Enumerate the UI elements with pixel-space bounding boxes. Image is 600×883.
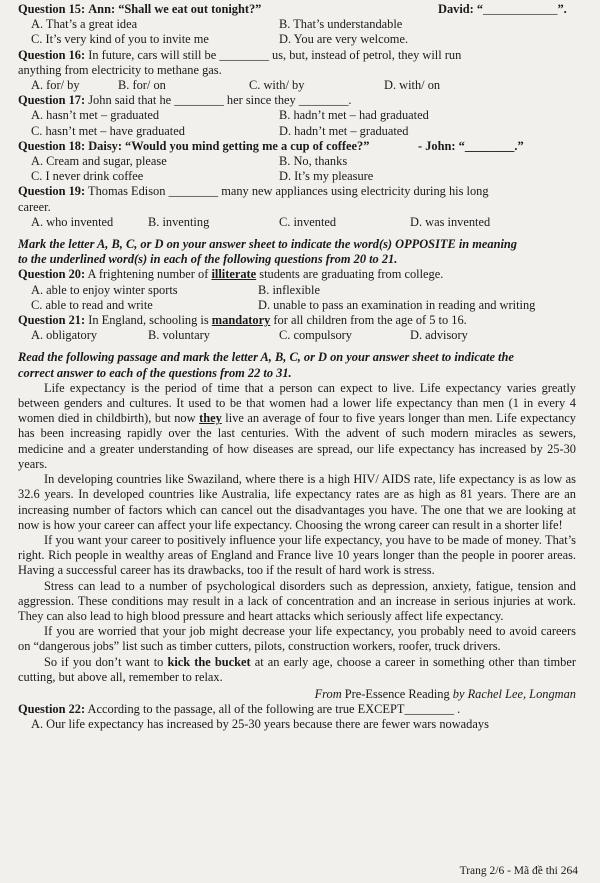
question-17 bbox=[18, 93, 576, 139]
option-b[interactable]: B. voluntary bbox=[148, 328, 210, 343]
exam-sheet bbox=[18, 2, 576, 733]
options-row bbox=[18, 215, 576, 230]
option-a[interactable]: A. Our life expectancy has increased by 25-30 years because there are fewer wars nowadays bbox=[31, 717, 489, 732]
question-18-stem bbox=[18, 139, 576, 154]
option-d[interactable]: D. with/ on bbox=[384, 78, 441, 93]
question-16 bbox=[18, 48, 576, 94]
options-row bbox=[18, 298, 576, 313]
question-label: Question 16: bbox=[18, 47, 86, 62]
option-c[interactable]: C. invented bbox=[279, 214, 337, 229]
question-stem-line2: career. bbox=[18, 199, 51, 214]
passage-paragraph-3: If you want your career to positively influence your life expectancy, you have to be made of money. That’s right. Rich people in wealthy areas of England and France live 10 years longer than the people in poorer areas. Having a successful career has its drawbacks, too if the result of hard work is stress. bbox=[18, 532, 576, 578]
question-label: Question 19: bbox=[18, 184, 86, 199]
question-label: Question 15: bbox=[18, 2, 86, 16]
instruction-passage: Read the following passage and mark the letter A, B, C, or D on your answer sheet to indicate the correct answer to each of the questions from 22 to 31. bbox=[18, 350, 514, 380]
option-d[interactable]: D. You are very welcome. bbox=[279, 32, 409, 47]
passage-paragraph-2: In developing countries like Swaziland, where there is a high HIV/ AIDS rate, life expectancy is as low as 32.6 years. In developed countries like Australia, life expectancy rates are as high as 81 years. There are an increasing number of factors which can cancel out the disadvantages you have. The one that we are looking at now is how your career can affect your life expectancy. Choosing the wrong career can result in a shorter life! bbox=[18, 472, 576, 532]
options-row bbox=[18, 154, 576, 169]
question-22-stem bbox=[18, 702, 576, 717]
question-stem: John said that he ________ her since they ________. bbox=[88, 93, 352, 108]
option-c[interactable]: C. with/ by bbox=[249, 78, 305, 93]
question-stem: According to the passage, all of the following are true EXCEPT________ . bbox=[87, 702, 461, 717]
speaker-john: - John: “________.” bbox=[418, 138, 524, 153]
option-d[interactable]: D. advisory bbox=[410, 328, 468, 343]
options-row bbox=[18, 169, 576, 184]
question-stem-line2: anything from electricity to methane gas. bbox=[18, 62, 222, 77]
question-15 bbox=[18, 2, 576, 48]
question-stem: Ann: “Shall we eat out tonight?” bbox=[88, 2, 262, 16]
question-17-stem bbox=[18, 93, 576, 108]
option-a[interactable]: A. obligatory bbox=[31, 328, 98, 343]
option-a[interactable]: A. hasn’t met – graduated bbox=[31, 108, 160, 123]
option-b[interactable]: B. No, thanks bbox=[279, 154, 348, 169]
answer-blank: ____________ bbox=[483, 2, 558, 16]
option-c[interactable]: C. It’s very kind of you to invite me bbox=[31, 32, 209, 47]
question-label: Question 20: bbox=[18, 267, 86, 282]
question-stem-line1: In future, cars will still be ________ us, but, instead of petrol, they will run bbox=[88, 47, 462, 62]
question-label: Question 21: bbox=[18, 313, 86, 328]
option-b[interactable]: B. hadn’t met – had graduated bbox=[279, 108, 429, 123]
underlined-word: mandatory bbox=[211, 313, 271, 328]
option-a[interactable]: A. Cream and sugar, please bbox=[31, 154, 167, 169]
quote-end: ”. bbox=[557, 2, 567, 16]
question-16-stem bbox=[18, 48, 576, 63]
passage-source: From Pre-Essence Reading by Rachel Lee, Longman bbox=[314, 686, 576, 701]
page-footer: Trang 2/6 - Mã đề thi 264 bbox=[459, 864, 578, 877]
option-a[interactable]: A. who invented bbox=[31, 214, 114, 229]
bold-phrase: kick the bucket bbox=[167, 654, 251, 669]
options-row bbox=[18, 328, 576, 343]
option-c[interactable]: C. hasn’t met – have graduated bbox=[31, 123, 185, 138]
options-row bbox=[18, 124, 576, 139]
option-c[interactable]: C. I never drink coffee bbox=[31, 169, 144, 184]
underlined-word: they bbox=[199, 411, 222, 426]
option-b[interactable]: B. That’s understandable bbox=[279, 17, 403, 32]
option-d[interactable]: D. hadn’t met – graduated bbox=[279, 123, 409, 138]
passage-paragraph-4: Stress can lead to a number of psychological disorders such as depression, anxiety, fatigue, tension and aggression. These conditions may result in a lack of concentration and an increase in serious injuries at work. They can also lead to high blood pressure and heart attacks which seriously affect life expectancy. bbox=[18, 578, 576, 623]
question-stem: Daisy: “Would you mind getting me a cup of coffee?” bbox=[88, 138, 370, 153]
speaker-david: David: “ bbox=[438, 2, 484, 16]
options-row bbox=[18, 283, 576, 298]
option-d[interactable]: D. It’s my pleasure bbox=[279, 169, 374, 184]
passage-paragraph-5: If you are worried that your job might decrease your life expectancy, you probably need to avoid careers on “dangerous jobs” list such as timber cutters, pilots, construction workers, roofer, truck drivers. bbox=[18, 624, 576, 654]
question-label: Question 18: bbox=[18, 138, 86, 153]
question-19 bbox=[18, 184, 576, 230]
question-21 bbox=[18, 313, 576, 343]
option-c[interactable]: C. able to read and write bbox=[31, 297, 153, 312]
question-21-stem: Question 21: In England, schooling is mandatory for all children from the age of 5 to 16. bbox=[18, 313, 467, 328]
question-20 bbox=[18, 267, 576, 313]
option-a[interactable]: A. able to enjoy winter sports bbox=[31, 282, 178, 297]
question-22 bbox=[18, 702, 576, 732]
option-a[interactable]: A. That’s a great idea bbox=[31, 17, 138, 32]
question-stem-line1: Thomas Edison ________ many new appliances using electricity during his long bbox=[88, 184, 489, 199]
option-a[interactable]: A. for/ by bbox=[31, 78, 80, 93]
question-20-stem: Question 20: A frightening number of illiterate students are graduating from college. bbox=[18, 267, 444, 282]
option-c[interactable]: C. compulsory bbox=[279, 328, 352, 343]
instruction-opposite: Mark the letter A, B, C, or D on your answer sheet to indicate the word(s) OPPOSITE in meaning to the underlined word(s) in each of the following questions from 20 to 21. bbox=[18, 237, 518, 267]
option-b[interactable]: B. inflexible bbox=[258, 282, 320, 297]
passage-paragraph-6: So if you don’t want to kick the bucket at an early age, choose a career in something other than timber cutting, but above all, remember to relax. bbox=[18, 654, 576, 684]
option-b[interactable]: B. inventing bbox=[148, 214, 210, 229]
question-18 bbox=[18, 139, 576, 185]
option-b[interactable]: B. for/ on bbox=[118, 78, 166, 93]
question-label: Question 17: bbox=[18, 93, 86, 108]
question-19-stem bbox=[18, 184, 576, 199]
options-row bbox=[18, 78, 576, 93]
question-label: Question 22: bbox=[18, 702, 86, 717]
options-row bbox=[18, 17, 576, 32]
options-row bbox=[18, 108, 576, 123]
options-row bbox=[18, 32, 576, 47]
question-15-stem bbox=[18, 2, 576, 17]
option-d[interactable]: D. unable to pass an examination in reading and writing bbox=[258, 297, 536, 312]
passage-paragraph-1: Life expectancy is the period of time that a person can expect to live. Life expectancy varies greatly between genders and cultures. It used to be that women had a lower life expectancy than men (1 in every 4 women died in childbirth), but now they live an average of four to five years longer than men. Life expectancy has been increasing rapidly over the last centuries. With the advent of such modern miracles as sewers, medicine and a greater understanding of how diseases are spread, our life expectancy has increased by 25-30 years. bbox=[18, 380, 576, 471]
option-d[interactable]: D. was invented bbox=[410, 214, 491, 229]
reading-passage bbox=[18, 381, 576, 702]
underlined-word: illiterate bbox=[211, 267, 257, 282]
